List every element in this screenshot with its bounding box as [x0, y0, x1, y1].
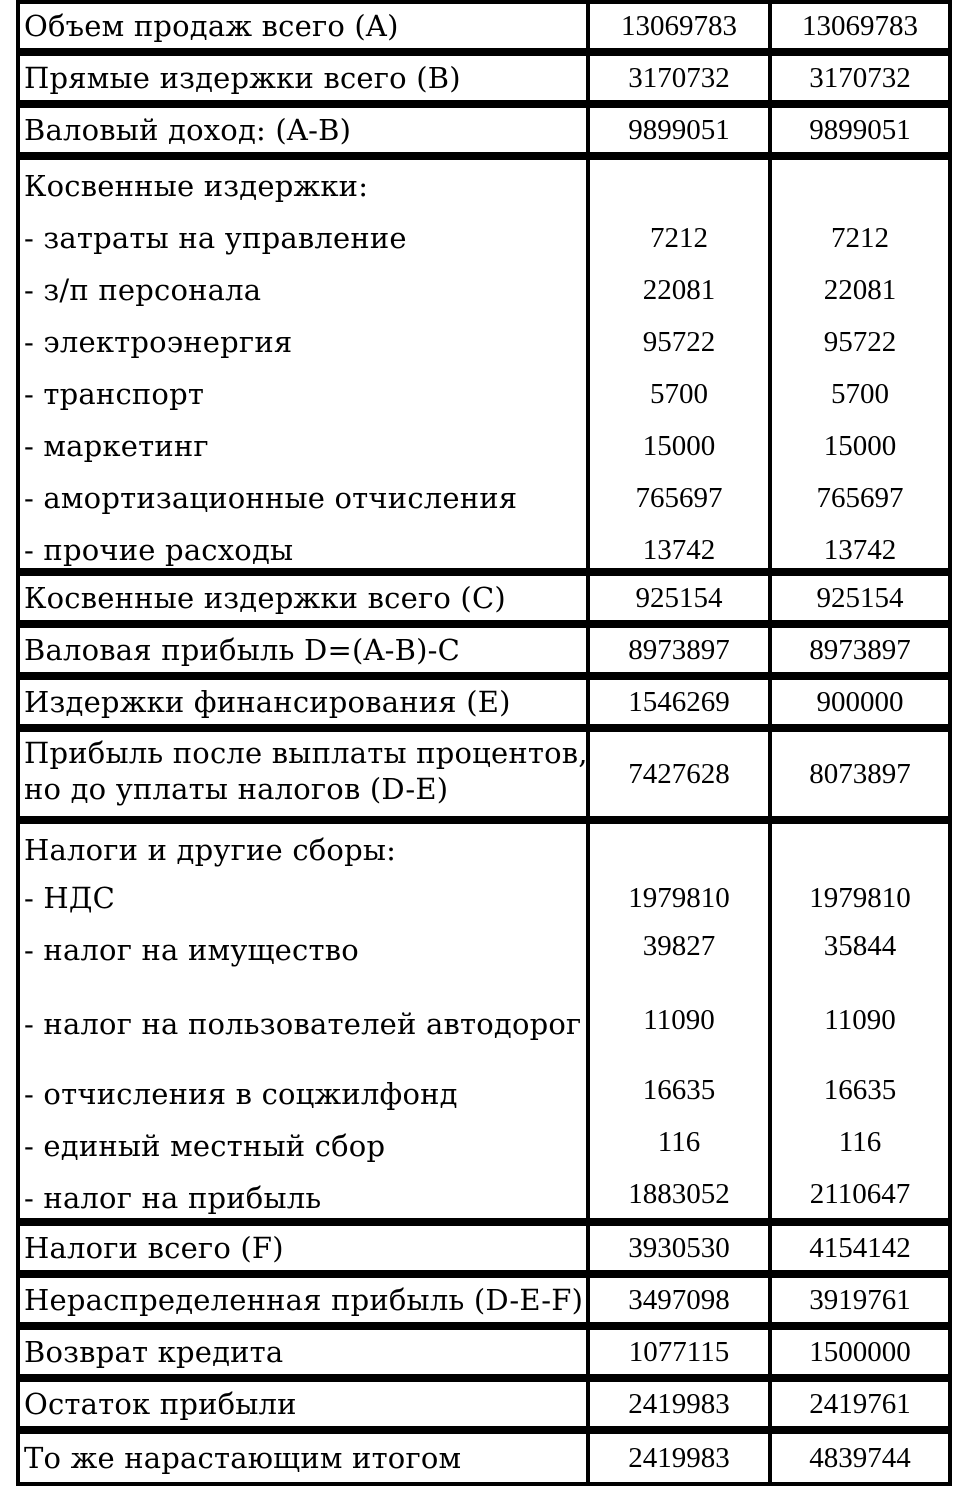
row-group-cumulative — [16, 1430, 952, 1486]
value-col1: 15000 — [642, 430, 716, 462]
row-label: Налоги всего (F) — [24, 1231, 284, 1265]
row-label: - затраты на управление — [24, 221, 407, 255]
table-row — [20, 1326, 948, 1378]
row-label: - отчисления в соцжилфонд — [24, 1077, 458, 1111]
row-label: Косвенные издержки всего (C) — [24, 581, 506, 615]
table-row — [20, 872, 948, 924]
value-col2: 116 — [838, 1126, 882, 1158]
row-label-line2: но до уплаты налогов (D-E) — [24, 772, 449, 806]
row-group-sales — [16, 0, 952, 52]
value-col1: 1979810 — [628, 882, 730, 914]
value-col1: 16635 — [642, 1074, 716, 1106]
value-col2: 2419761 — [809, 1388, 911, 1420]
value-col2: 4839744 — [809, 1442, 911, 1474]
row-label: - транспорт — [24, 377, 205, 411]
value-col1: 13742 — [642, 534, 716, 566]
value-col2: 2110647 — [809, 1178, 911, 1210]
value-col1: 13069783 — [621, 10, 737, 42]
row-group-gross-income — [16, 104, 952, 156]
value-col1: 3170732 — [628, 62, 730, 94]
value-col1: 95722 — [642, 326, 716, 358]
table-row — [20, 104, 948, 156]
value-col2: 8973897 — [809, 634, 911, 666]
value-col2: 13742 — [823, 534, 897, 566]
table-row — [20, 1120, 948, 1172]
row-group-indirect-total — [16, 572, 952, 624]
value-col2: 765697 — [816, 482, 904, 514]
row-label: - НДС — [24, 881, 116, 915]
value-col2: 9899051 — [809, 114, 911, 146]
row-label: - электроэнергия — [24, 325, 293, 359]
table-row — [20, 732, 948, 816]
table-row — [20, 0, 948, 52]
value-col1: 8973897 — [628, 634, 730, 666]
row-label: Объем продаж всего (A) — [24, 9, 399, 43]
value-col2: 22081 — [823, 274, 897, 306]
section-heading: Налоги и другие сборы: — [24, 833, 397, 867]
row-group-taxes-total — [16, 1222, 952, 1274]
value-col2: 1500000 — [809, 1336, 911, 1368]
section-heading: Косвенные издержки: — [24, 169, 369, 203]
value-col2: 5700 — [831, 378, 889, 410]
value-col1: 2419983 — [628, 1388, 730, 1420]
value-col1: 925154 — [635, 582, 723, 614]
row-label: - единый местный сбор — [24, 1129, 386, 1163]
row-label: - прочие расходы — [24, 533, 294, 567]
row-label: Валовая прибыль D=(A-B)-C — [24, 633, 461, 667]
table-row — [20, 676, 948, 728]
value-col2: 8073897 — [809, 758, 911, 790]
row-label: - налог на прибыль — [24, 1181, 322, 1215]
value-col2: 16635 — [823, 1074, 897, 1106]
row-group-gross-profit — [16, 624, 952, 676]
table-row — [20, 524, 948, 576]
value-col1: 3497098 — [628, 1284, 730, 1316]
table-row — [20, 572, 948, 624]
row-group-profit-balance — [16, 1378, 952, 1430]
value-col2: 925154 — [816, 582, 904, 614]
table-row — [20, 1432, 948, 1484]
table-row — [20, 420, 948, 472]
row-label-line1: Прибыль после выплаты процентов, — [24, 736, 588, 770]
value-col2: 3919761 — [809, 1284, 911, 1316]
table-row — [20, 1222, 948, 1274]
table-row — [20, 624, 948, 676]
table-row — [20, 316, 948, 368]
value-col2: 35844 — [823, 930, 897, 962]
row-label: - налог на пользователей автодорог — [24, 1007, 582, 1041]
row-label: - маркетинг — [24, 429, 209, 463]
value-col1: 5700 — [650, 378, 708, 410]
value-col1: 39827 — [642, 930, 716, 962]
section-header-row — [20, 824, 948, 876]
table-row — [20, 998, 948, 1050]
row-label: Прямые издержки всего (B) — [24, 61, 461, 95]
row-label: Валовый доход: (A-B) — [24, 113, 352, 147]
table-row — [20, 52, 948, 104]
row-group-loan-repayment — [16, 1326, 952, 1378]
table-row — [20, 264, 948, 316]
row-label: Возврат кредита — [24, 1335, 284, 1369]
value-col1: 2419983 — [628, 1442, 730, 1474]
value-col2: 95722 — [823, 326, 897, 358]
table-row — [20, 924, 948, 976]
value-col1: 1883052 — [628, 1178, 730, 1210]
value-col1: 1546269 — [628, 686, 730, 718]
value-col2: 3170732 — [809, 62, 911, 94]
table-row — [20, 1378, 948, 1430]
row-label: Остаток прибыли — [24, 1387, 297, 1421]
value-col2: 13069783 — [802, 10, 918, 42]
row-label: Издержки финансирования (E) — [24, 685, 511, 719]
table-row — [20, 1172, 948, 1224]
table-row — [20, 1068, 948, 1120]
value-col1: 9899051 — [628, 114, 730, 146]
value-col2: 15000 — [823, 430, 897, 462]
value-col2: 900000 — [816, 686, 904, 718]
value-col2: 4154142 — [809, 1232, 911, 1264]
row-label: - з/п персонала — [24, 273, 262, 307]
table-row — [20, 472, 948, 524]
section-header-row — [20, 160, 948, 212]
value-col2: 7212 — [831, 222, 889, 254]
row-group-indirect-costs — [16, 156, 952, 572]
row-label: - амортизационные отчисления — [24, 481, 518, 515]
row-group-profit-before-tax — [16, 728, 952, 820]
value-col2: 11090 — [824, 1004, 896, 1036]
value-col1: 3930530 — [628, 1232, 730, 1264]
value-col1: 1077115 — [628, 1336, 730, 1368]
value-col1: 22081 — [642, 274, 716, 306]
table-row — [20, 212, 948, 264]
value-col1: 7427628 — [628, 758, 730, 790]
table-row — [20, 1274, 948, 1326]
row-group-retained-profit — [16, 1274, 952, 1326]
row-group-taxes — [16, 820, 952, 1222]
row-label: - налог на имущество — [24, 933, 359, 967]
value-col2: 1979810 — [809, 882, 911, 914]
value-col1: 116 — [657, 1126, 701, 1158]
row-group-financing — [16, 676, 952, 728]
value-col1: 7212 — [650, 222, 708, 254]
value-col1: 11090 — [643, 1004, 715, 1036]
table-row — [20, 368, 948, 420]
row-label: То же нарастающим итогом — [24, 1441, 462, 1475]
value-col1: 765697 — [635, 482, 723, 514]
row-group-direct-costs — [16, 52, 952, 104]
row-label: Нераспределенная прибыль (D-E-F) — [24, 1283, 584, 1317]
